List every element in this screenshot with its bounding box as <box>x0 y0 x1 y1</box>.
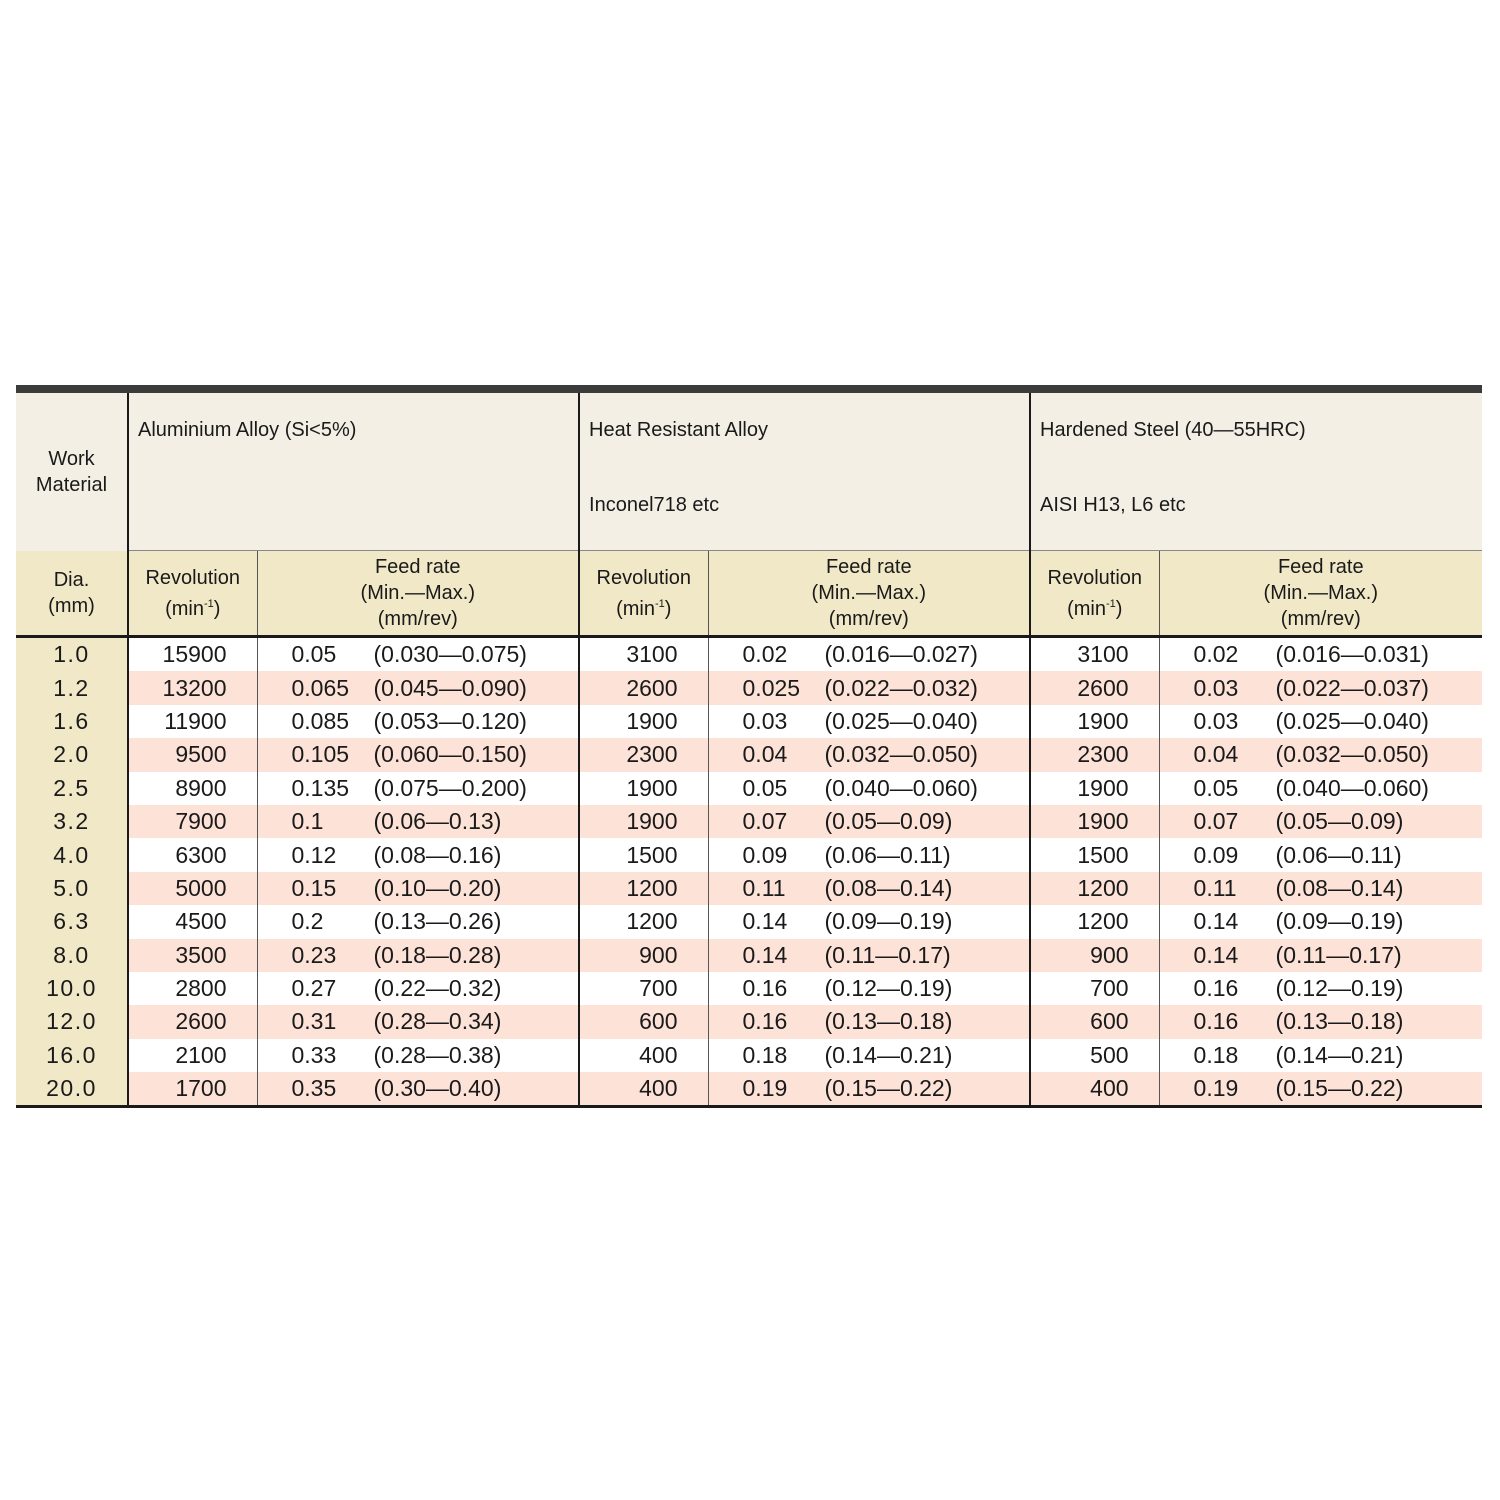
feed-cell <box>257 805 579 838</box>
feed-value: 0.16 <box>1193 975 1239 1002</box>
feed-cell <box>257 738 579 771</box>
feed-value: 0.135 <box>291 774 350 801</box>
revolution-cell: 2600 <box>579 671 708 704</box>
material-aluminium <box>128 393 579 551</box>
feed-rate-header <box>257 551 579 637</box>
feed-cell <box>1159 705 1482 738</box>
feed-range: (0.10—0.20) <box>373 874 502 901</box>
feed-range: (0.14—0.21) <box>1275 1041 1404 1068</box>
revolution-cell: 3100 <box>1030 637 1159 672</box>
feed-value: 0.09 <box>742 841 788 868</box>
feed-range: (0.09—0.19) <box>1275 908 1404 935</box>
material-name: Hardened Steel (40—55HRC) <box>1040 419 1306 441</box>
feed-value: 0.14 <box>1193 941 1239 968</box>
table-row <box>16 972 1482 1005</box>
revolution-cell: 1500 <box>1030 838 1159 871</box>
revolution-cell: 700 <box>1030 972 1159 1005</box>
revolution-cell: 2300 <box>1030 738 1159 771</box>
cutting-conditions-table <box>16 385 1482 1108</box>
feed-value: 0.02 <box>1193 641 1239 668</box>
feed-range: (0.040—0.060) <box>1275 774 1429 801</box>
feed-range: (0.12—0.19) <box>1275 975 1404 1002</box>
feed-cell <box>257 838 579 871</box>
material-heat-resistant <box>579 393 1030 551</box>
feed-range: (0.08—0.16) <box>373 841 502 868</box>
revolution-cell: 400 <box>1030 1072 1159 1107</box>
table-body <box>16 637 1482 1107</box>
feed-range: (0.13—0.18) <box>1275 1008 1404 1035</box>
feed-cell <box>708 738 1030 771</box>
revolution-cell: 900 <box>579 939 708 972</box>
feed-cell <box>257 1005 579 1038</box>
revolution-unit-prefix: (min <box>165 597 204 620</box>
feed-cell <box>257 1072 579 1107</box>
table-row <box>16 872 1482 905</box>
feed-cell <box>708 905 1030 938</box>
feed-cell <box>1159 772 1482 805</box>
feed-unit-label: (mm/rev) <box>828 608 909 630</box>
feed-range: (0.15—0.22) <box>1275 1075 1404 1102</box>
feed-range-label: (Min.—Max.) <box>1263 582 1378 604</box>
table-row <box>16 905 1482 938</box>
feed-value: 0.14 <box>742 941 788 968</box>
feed-value: 0.11 <box>1193 874 1237 901</box>
feed-value: 0.14 <box>1193 908 1239 935</box>
feed-label: Feed rate <box>374 556 461 578</box>
feed-cell <box>1159 671 1482 704</box>
table-row <box>16 671 1482 704</box>
feed-range: (0.016—0.031) <box>1275 641 1429 668</box>
feed-range: (0.13—0.26) <box>373 908 502 935</box>
feed-range: (0.06—0.11) <box>1275 841 1402 868</box>
feed-cell <box>708 1039 1030 1072</box>
feed-range: (0.075—0.200) <box>373 774 527 801</box>
revolution-unit-suffix: ) <box>664 597 672 620</box>
revolution-cell: 1900 <box>1030 805 1159 838</box>
feed-range: (0.022—0.032) <box>824 674 978 701</box>
feed-value: 0.07 <box>742 808 788 835</box>
revolution-cell: 8900 <box>128 772 257 805</box>
feed-range: (0.22—0.32) <box>373 975 502 1002</box>
revolution-header <box>579 551 708 637</box>
table-row <box>16 705 1482 738</box>
revolution-unit-sup: -1 <box>654 597 665 610</box>
feed-range: (0.28—0.34) <box>373 1008 502 1035</box>
feed-label: Feed rate <box>1277 556 1364 578</box>
table-row <box>16 637 1482 672</box>
dia-cell: 4.0 <box>16 838 128 871</box>
feed-range: (0.12—0.19) <box>824 975 953 1002</box>
table-row <box>16 1005 1482 1038</box>
column-header-row <box>16 551 1482 637</box>
feed-unit-label: (mm/rev) <box>1280 608 1361 630</box>
feed-cell <box>1159 905 1482 938</box>
revolution-cell: 2300 <box>579 738 708 771</box>
feed-value: 0.03 <box>1193 707 1239 734</box>
revolution-cell: 600 <box>579 1005 708 1038</box>
feed-value: 0.2 <box>291 908 324 935</box>
feed-cell <box>708 705 1030 738</box>
feed-cell <box>257 972 579 1005</box>
feed-cell <box>257 905 579 938</box>
table-row <box>16 805 1482 838</box>
revolution-cell: 1700 <box>128 1072 257 1107</box>
revolution-cell: 4500 <box>128 905 257 938</box>
revolution-unit-suffix: ) <box>1115 597 1123 620</box>
dia-cell: 1.0 <box>16 637 128 672</box>
feed-cell <box>1159 805 1482 838</box>
feed-cell <box>708 972 1030 1005</box>
feed-value: 0.05 <box>742 774 788 801</box>
revolution-cell: 1200 <box>579 905 708 938</box>
feed-range: (0.11—0.17) <box>824 941 951 968</box>
revolution-unit-prefix: (min <box>616 597 655 620</box>
feed-value: 0.03 <box>1193 674 1239 701</box>
revolution-cell: 1200 <box>1030 905 1159 938</box>
feed-range: (0.18—0.28) <box>373 941 502 968</box>
revolution-cell: 13200 <box>128 671 257 704</box>
revolution-label: Revolution <box>596 566 692 589</box>
feed-rate-header <box>1159 551 1482 637</box>
material-name: Heat Resistant Alloy <box>589 419 768 441</box>
feed-value: 0.18 <box>1193 1041 1239 1068</box>
revolution-unit-sup: -1 <box>203 597 214 610</box>
dia-cell: 20.0 <box>16 1072 128 1107</box>
revolution-cell: 1900 <box>579 805 708 838</box>
dia-line2: (mm) <box>48 594 95 617</box>
revolution-cell: 11900 <box>128 705 257 738</box>
feed-range: (0.032—0.050) <box>1275 741 1429 768</box>
dia-cell: 1.2 <box>16 671 128 704</box>
revolution-cell: 2800 <box>128 972 257 1005</box>
table-row <box>16 738 1482 771</box>
dia-header <box>16 551 128 637</box>
feed-value: 0.19 <box>1193 1075 1239 1102</box>
revolution-cell: 600 <box>1030 1005 1159 1038</box>
feed-cell <box>257 637 579 672</box>
feed-cell <box>708 637 1030 672</box>
feed-range-label: (Min.—Max.) <box>811 582 926 604</box>
revolution-cell: 15900 <box>128 637 257 672</box>
dia-cell: 5.0 <box>16 872 128 905</box>
revolution-cell: 3100 <box>579 637 708 672</box>
material-hardened-steel <box>1030 393 1482 551</box>
feed-cell <box>708 1072 1030 1107</box>
feed-range: (0.30—0.40) <box>373 1075 502 1102</box>
revolution-cell: 700 <box>579 972 708 1005</box>
feed-label: Feed rate <box>825 556 912 578</box>
conditions-grid <box>16 393 1482 1108</box>
feed-cell <box>1159 838 1482 871</box>
table-row <box>16 772 1482 805</box>
feed-cell <box>708 671 1030 704</box>
feed-cell <box>708 805 1030 838</box>
revolution-cell: 2600 <box>128 1005 257 1038</box>
feed-value: 0.15 <box>291 874 337 901</box>
feed-range: (0.030—0.075) <box>373 641 527 668</box>
revolution-unit <box>1067 598 1122 620</box>
revolution-cell: 500 <box>1030 1039 1159 1072</box>
material-sub: AISI H13, L6 etc <box>1040 494 1186 516</box>
feed-value: 0.1 <box>291 808 324 835</box>
revolution-unit <box>165 598 220 620</box>
feed-value: 0.27 <box>291 975 337 1002</box>
feed-range: (0.06—0.13) <box>373 808 502 835</box>
feed-range: (0.032—0.050) <box>824 741 978 768</box>
feed-cell <box>1159 738 1482 771</box>
feed-cell <box>257 939 579 972</box>
revolution-cell: 1900 <box>579 705 708 738</box>
feed-range: (0.05—0.09) <box>824 808 953 835</box>
revolution-unit-sup: -1 <box>1106 597 1116 610</box>
feed-value: 0.16 <box>742 1008 788 1035</box>
feed-cell <box>257 705 579 738</box>
feed-value: 0.31 <box>291 1008 337 1035</box>
feed-value: 0.025 <box>742 674 801 701</box>
feed-rate-header <box>708 551 1030 637</box>
feed-value: 0.19 <box>742 1075 788 1102</box>
feed-range: (0.025—0.040) <box>1275 707 1429 734</box>
dia-cell: 6.3 <box>16 905 128 938</box>
feed-value: 0.05 <box>1193 774 1239 801</box>
feed-range: (0.05—0.09) <box>1275 808 1404 835</box>
feed-value: 0.05 <box>291 641 337 668</box>
feed-cell <box>708 1005 1030 1038</box>
feed-cell <box>708 872 1030 905</box>
feed-value: 0.09 <box>1193 841 1239 868</box>
feed-range: (0.022—0.037) <box>1275 674 1429 701</box>
table-top-rule <box>16 385 1482 393</box>
feed-value: 0.33 <box>291 1041 337 1068</box>
revolution-cell: 1900 <box>1030 705 1159 738</box>
dia-cell: 16.0 <box>16 1039 128 1072</box>
feed-value: 0.16 <box>1193 1008 1239 1035</box>
feed-range: (0.15—0.22) <box>824 1075 953 1102</box>
feed-value: 0.085 <box>291 707 350 734</box>
feed-range: (0.08—0.14) <box>1275 874 1404 901</box>
revolution-header <box>128 551 257 637</box>
feed-cell <box>708 939 1030 972</box>
revolution-header <box>1030 551 1159 637</box>
revolution-cell: 2100 <box>128 1039 257 1072</box>
feed-range: (0.09—0.19) <box>824 908 953 935</box>
revolution-unit-suffix: ) <box>213 597 221 620</box>
feed-cell <box>1159 939 1482 972</box>
feed-value: 0.18 <box>742 1041 788 1068</box>
revolution-cell: 1900 <box>579 772 708 805</box>
feed-cell <box>257 1039 579 1072</box>
work-material-line2: Material <box>35 473 108 496</box>
revolution-cell: 9500 <box>128 738 257 771</box>
feed-cell <box>257 671 579 704</box>
feed-value: 0.03 <box>742 707 788 734</box>
revolution-cell: 1500 <box>579 838 708 871</box>
feed-range: (0.28—0.38) <box>373 1041 502 1068</box>
table-row <box>16 1072 1482 1107</box>
feed-range: (0.016—0.027) <box>824 641 978 668</box>
feed-value: 0.04 <box>742 741 788 768</box>
feed-range: (0.11—0.17) <box>1275 941 1402 968</box>
feed-cell <box>1159 1005 1482 1038</box>
feed-range: (0.025—0.040) <box>824 707 978 734</box>
work-material-label <box>16 393 128 551</box>
feed-cell <box>257 872 579 905</box>
feed-cell <box>708 772 1030 805</box>
feed-range: (0.053—0.120) <box>373 707 527 734</box>
feed-value: 0.04 <box>1193 741 1239 768</box>
material-sub: Inconel718 etc <box>589 494 720 516</box>
dia-cell: 2.0 <box>16 738 128 771</box>
feed-range: (0.045—0.090) <box>373 674 527 701</box>
dia-cell: 8.0 <box>16 939 128 972</box>
revolution-cell: 1200 <box>1030 872 1159 905</box>
revolution-label: Revolution <box>1047 566 1143 589</box>
feed-value: 0.16 <box>742 975 788 1002</box>
table-row <box>16 1039 1482 1072</box>
feed-value: 0.35 <box>291 1075 337 1102</box>
revolution-cell: 400 <box>579 1039 708 1072</box>
dia-cell: 1.6 <box>16 705 128 738</box>
table-row <box>16 939 1482 972</box>
revolution-cell: 6300 <box>128 838 257 871</box>
feed-value: 0.02 <box>742 641 788 668</box>
feed-range: (0.060—0.150) <box>373 741 527 768</box>
feed-value: 0.12 <box>291 841 337 868</box>
feed-range: (0.040—0.060) <box>824 774 978 801</box>
feed-cell <box>1159 872 1482 905</box>
feed-cell <box>1159 1039 1482 1072</box>
feed-value: 0.23 <box>291 941 337 968</box>
revolution-cell: 2600 <box>1030 671 1159 704</box>
feed-cell <box>708 838 1030 871</box>
feed-unit-label: (mm/rev) <box>377 608 458 630</box>
feed-cell <box>1159 637 1482 672</box>
feed-cell <box>1159 972 1482 1005</box>
feed-range: (0.08—0.14) <box>824 874 953 901</box>
feed-range: (0.06—0.11) <box>824 841 951 868</box>
revolution-unit-prefix: (min <box>1067 597 1106 620</box>
feed-value: 0.11 <box>742 874 786 901</box>
feed-range-label: (Min.—Max.) <box>360 582 475 604</box>
dia-cell: 3.2 <box>16 805 128 838</box>
dia-cell: 10.0 <box>16 972 128 1005</box>
revolution-cell: 7900 <box>128 805 257 838</box>
material-header-row <box>16 393 1482 551</box>
dia-line1: Dia. <box>53 568 90 591</box>
revolution-cell: 900 <box>1030 939 1159 972</box>
feed-value: 0.105 <box>291 741 350 768</box>
feed-range: (0.14—0.21) <box>824 1041 953 1068</box>
revolution-cell: 1900 <box>1030 772 1159 805</box>
revolution-cell: 400 <box>579 1072 708 1107</box>
feed-cell <box>257 772 579 805</box>
revolution-label: Revolution <box>145 566 240 589</box>
feed-value: 0.07 <box>1193 808 1239 835</box>
feed-value: 0.065 <box>291 674 350 701</box>
dia-cell: 2.5 <box>16 772 128 805</box>
work-material-line1: Work <box>48 447 95 470</box>
feed-value: 0.14 <box>742 908 788 935</box>
revolution-cell: 3500 <box>128 939 257 972</box>
feed-range: (0.13—0.18) <box>824 1008 953 1035</box>
revolution-cell: 1200 <box>579 872 708 905</box>
material-name: Aluminium Alloy (Si<5%) <box>138 419 357 441</box>
revolution-unit <box>616 598 671 620</box>
revolution-cell: 5000 <box>128 872 257 905</box>
table-row <box>16 838 1482 871</box>
feed-cell <box>1159 1072 1482 1107</box>
dia-cell: 12.0 <box>16 1005 128 1038</box>
